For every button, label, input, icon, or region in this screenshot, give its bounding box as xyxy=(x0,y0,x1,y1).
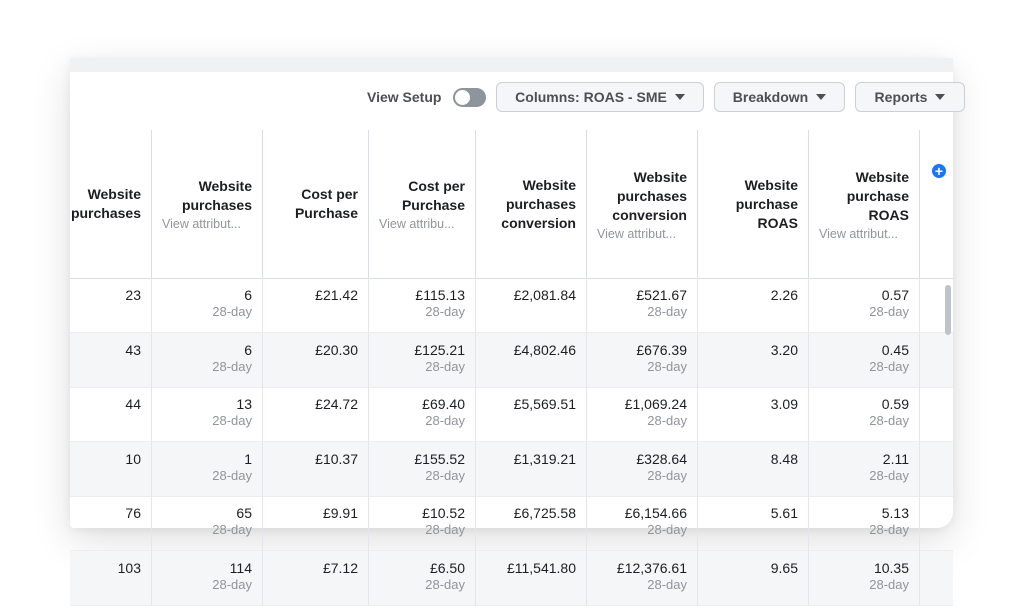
attribution-window-label: 28-day xyxy=(869,522,909,537)
table-header-row xyxy=(70,130,953,279)
column-header[interactable] xyxy=(809,130,920,278)
column-header-title: Cost per Purchase xyxy=(401,178,465,213)
table-cell xyxy=(263,551,369,605)
columns-button[interactable] xyxy=(496,82,704,112)
table-cell xyxy=(698,278,809,332)
toggle-knob xyxy=(455,90,470,105)
table-cell xyxy=(263,387,369,441)
table-cell xyxy=(369,333,476,387)
cell-value: 10.35 xyxy=(873,559,909,576)
cell-value: 3.20 xyxy=(770,341,798,358)
cell-value: £24.72 xyxy=(315,396,358,412)
column-header-title: Website purchase ROAS xyxy=(846,168,909,223)
cell-value: 44 xyxy=(125,396,141,412)
table-cell xyxy=(587,333,698,387)
breakdown-button[interactable] xyxy=(714,82,845,112)
attribution-window-label: 28-day xyxy=(425,576,465,592)
cell-value: £676.39 xyxy=(636,341,687,358)
caret-down-icon xyxy=(935,94,945,100)
add-column-plus-icon[interactable]: + xyxy=(932,164,946,178)
attribution-window-label: 28-day xyxy=(869,358,909,374)
cell-value: 3.09 xyxy=(770,396,798,412)
cell-value: £155.52 xyxy=(414,450,465,467)
attribution-window-label: 28-day xyxy=(212,304,252,319)
cell-value: £9.91 xyxy=(322,505,358,521)
table-cell xyxy=(263,278,369,332)
table-cell xyxy=(476,333,587,387)
top-strip xyxy=(70,58,953,72)
view-attribution-link[interactable]: View attribut... xyxy=(162,217,241,231)
column-header-title: Website purchases xyxy=(181,178,252,213)
table-cell xyxy=(369,496,476,550)
cell-value: 5.13 xyxy=(881,505,909,521)
table-row[interactable] xyxy=(70,496,953,551)
column-header-title: Website purchases xyxy=(70,186,141,221)
cell-value: £6,154.66 xyxy=(624,505,687,521)
cell-value: 43 xyxy=(125,341,141,358)
table-cell xyxy=(152,496,263,550)
attribution-window-label: 28-day xyxy=(425,522,465,537)
table-cell xyxy=(476,551,587,605)
cell-value: 103 xyxy=(117,559,141,576)
cell-value: £10.52 xyxy=(422,505,465,521)
cell-value: 6 xyxy=(244,287,252,303)
table-cell xyxy=(587,387,698,441)
toolbar xyxy=(70,72,953,131)
attribution-window-label: 28-day xyxy=(647,467,687,483)
table-cell xyxy=(60,278,152,332)
cell-value: £11,541.80 xyxy=(506,559,576,576)
cell-value: 2.11 xyxy=(882,450,909,467)
table-cell xyxy=(152,333,263,387)
reports-button[interactable] xyxy=(855,82,965,112)
table-cell xyxy=(476,278,587,332)
cell-value: 23 xyxy=(125,287,141,303)
cell-value: £4,802.46 xyxy=(513,341,576,358)
column-header-title: Website purchases conversion xyxy=(612,168,687,223)
table-cell xyxy=(809,551,920,605)
table-cell xyxy=(809,496,920,550)
attribution-window-label: 28-day xyxy=(647,358,687,374)
table-cell xyxy=(152,387,263,441)
table-cell xyxy=(369,278,476,332)
cell-value: £6,725.58 xyxy=(513,505,576,521)
cell-value: 0.59 xyxy=(881,396,909,412)
cell-value: 0.57 xyxy=(881,287,909,303)
table-cell xyxy=(369,442,476,496)
table-cell xyxy=(476,496,587,550)
reports-button-label: Reports xyxy=(874,89,928,105)
table-row[interactable] xyxy=(70,387,953,442)
table-cell xyxy=(60,387,152,441)
table-cell xyxy=(809,442,920,496)
table-cell xyxy=(476,442,587,496)
cell-value: 114 xyxy=(229,559,252,576)
cell-value: £6.50 xyxy=(429,559,465,576)
cell-value: £521.67 xyxy=(636,287,687,303)
attribution-window-label: 28-day xyxy=(212,358,252,374)
cell-value: 2.26 xyxy=(770,287,798,303)
view-attribution-link[interactable]: View attribut... xyxy=(597,226,676,241)
cell-value: £2,081.84 xyxy=(513,287,576,303)
cell-value: 65 xyxy=(236,505,252,521)
cell-value: 13 xyxy=(236,396,252,412)
cell-value: £5,569.51 xyxy=(513,396,576,412)
view-attribution-link[interactable]: View attribu... xyxy=(379,217,455,231)
table-cell xyxy=(369,551,476,605)
table-cell xyxy=(263,333,369,387)
attribution-window-label: 28-day xyxy=(869,304,909,319)
cell-value: 9.65 xyxy=(770,559,798,576)
column-header[interactable] xyxy=(152,130,263,278)
attribution-window-label: 28-day xyxy=(212,522,252,537)
column-header[interactable] xyxy=(263,130,369,278)
cell-value: £69.40 xyxy=(422,396,465,412)
table-cell xyxy=(152,442,263,496)
cell-value: 5.61 xyxy=(770,505,798,521)
cell-value: 6 xyxy=(244,341,252,358)
attribution-window-label: 28-day xyxy=(647,576,687,592)
cell-value: £7.12 xyxy=(322,559,358,576)
view-attribution-link[interactable]: View attribut... xyxy=(819,226,898,241)
cell-value: 8.48 xyxy=(770,450,798,467)
table-cell xyxy=(698,496,809,550)
cell-value: £115.13 xyxy=(415,287,465,303)
cell-value: £10.37 xyxy=(315,450,358,467)
column-header[interactable] xyxy=(369,130,476,278)
caret-down-icon xyxy=(675,94,685,100)
add-column-cell xyxy=(920,130,953,278)
table-cell xyxy=(60,551,152,605)
cell-value: £21.42 xyxy=(315,287,358,303)
table-cell xyxy=(587,496,698,550)
column-header[interactable] xyxy=(476,130,587,278)
table-row[interactable] xyxy=(70,442,953,497)
attribution-window-label: 28-day xyxy=(212,576,252,592)
table-cell xyxy=(698,551,809,605)
ads-manager-table-card xyxy=(70,58,953,592)
table-cell xyxy=(263,442,369,496)
attribution-window-label: 28-day xyxy=(425,413,465,428)
cell-value: £12,376.61 xyxy=(616,559,687,576)
table-cell xyxy=(698,333,809,387)
column-header-title: Website purchases conversion xyxy=(501,176,576,231)
column-header[interactable] xyxy=(60,130,152,278)
table-cell xyxy=(60,496,152,550)
column-header-title: Website purchase ROAS xyxy=(735,176,798,231)
table-cell xyxy=(152,551,263,605)
column-header-title: Cost per Purchase xyxy=(294,186,358,221)
table-cell xyxy=(809,387,920,441)
table-cell xyxy=(476,387,587,441)
attribution-window-label: 28-day xyxy=(869,467,909,483)
table-cell xyxy=(152,278,263,332)
caret-down-icon xyxy=(816,94,826,100)
table-row[interactable] xyxy=(70,333,953,388)
cell-value: £20.30 xyxy=(315,341,358,358)
attribution-window-label: 28-day xyxy=(425,304,465,319)
cell-value: 76 xyxy=(125,505,141,521)
cell-value: 1 xyxy=(244,450,252,467)
column-header[interactable] xyxy=(698,130,809,278)
table-cell xyxy=(369,387,476,441)
view-setup-toggle-icon[interactable] xyxy=(453,88,486,107)
table-cell xyxy=(809,278,920,332)
vertical-scrollbar[interactable] xyxy=(945,285,951,335)
view-setup-label: View Setup xyxy=(367,89,442,105)
cell-value: £328.64 xyxy=(636,450,687,467)
attribution-window-label: 28-day xyxy=(869,576,909,592)
table-row[interactable] xyxy=(70,278,953,333)
attribution-window-label: 28-day xyxy=(212,413,252,428)
column-header[interactable] xyxy=(587,130,698,278)
cell-value: £125.21 xyxy=(414,341,465,358)
attribution-window-label: 28-day xyxy=(647,304,687,319)
attribution-window-label: 28-day xyxy=(647,522,687,537)
table-row[interactable] xyxy=(70,551,953,606)
table-cell xyxy=(587,442,698,496)
table-cell xyxy=(587,278,698,332)
breakdown-button-label: Breakdown xyxy=(732,89,809,105)
table-cell xyxy=(60,333,152,387)
cell-value: £1,069.24 xyxy=(624,396,687,412)
attribution-window-label: 28-day xyxy=(425,467,465,483)
table-cell xyxy=(60,442,152,496)
table-cell xyxy=(698,387,809,441)
table-cell xyxy=(809,333,920,387)
table-cell xyxy=(587,551,698,605)
attribution-window-label: 28-day xyxy=(869,413,909,428)
attribution-window-label: 28-day xyxy=(212,467,252,483)
attribution-window-label: 28-day xyxy=(647,413,687,428)
table-body xyxy=(70,278,953,592)
cell-value: £1,319.21 xyxy=(513,450,576,467)
table-cell xyxy=(698,442,809,496)
table-cell xyxy=(263,496,369,550)
attribution-window-label: 28-day xyxy=(425,358,465,374)
columns-button-label: Columns: ROAS - SME xyxy=(515,89,667,105)
cell-value: 10 xyxy=(125,450,141,467)
cell-value: 0.45 xyxy=(881,341,909,358)
